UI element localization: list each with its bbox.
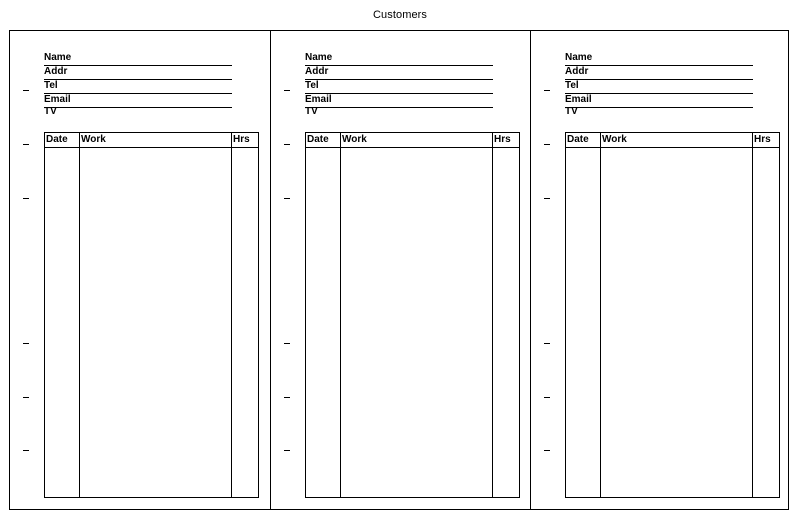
date-column-header: Date: [307, 134, 329, 145]
punch-hole-mark: [284, 90, 290, 91]
customer-card: [270, 31, 531, 509]
address-field: Addr: [565, 66, 753, 80]
punch-hole-mark: [23, 397, 29, 398]
telephone-field: Tel: [305, 80, 493, 94]
punch-hole-mark: [544, 397, 550, 398]
work-log-header: [566, 133, 779, 148]
customer-card: [10, 31, 270, 509]
punch-hole-mark: [284, 198, 290, 199]
email-field: Email: [44, 94, 232, 108]
tv-field: TV: [305, 106, 318, 117]
punch-hole-mark: [284, 450, 290, 451]
column-divider: [340, 133, 341, 497]
email-field: Email: [305, 94, 493, 108]
tv-field: TV: [44, 106, 57, 117]
punch-hole-mark: [284, 343, 290, 344]
telephone-field: Tel: [565, 80, 753, 94]
address-field: Addr: [305, 66, 493, 80]
work-column-header: Work: [81, 134, 106, 145]
work-column-header: Work: [342, 134, 367, 145]
work-log-table: [565, 132, 780, 498]
column-divider: [492, 133, 493, 497]
column-divider: [231, 133, 232, 497]
punch-hole-mark: [284, 144, 290, 145]
address-field: Addr: [44, 66, 232, 80]
punch-hole-mark: [23, 450, 29, 451]
name-field: Name: [44, 52, 232, 66]
punch-hole-mark: [544, 198, 550, 199]
punch-hole-mark: [23, 90, 29, 91]
hours-column-header: Hrs: [494, 134, 511, 145]
tv-field: TV: [565, 106, 578, 117]
work-log-header: [306, 133, 519, 148]
hours-column-header: Hrs: [233, 134, 250, 145]
customer-card: [530, 31, 791, 509]
date-column-header: Date: [567, 134, 589, 145]
column-divider: [79, 133, 80, 497]
column-divider: [600, 133, 601, 497]
telephone-field: Tel: [44, 80, 232, 94]
name-field: Name: [565, 52, 753, 66]
work-column-header: Work: [602, 134, 627, 145]
punch-hole-mark: [23, 198, 29, 199]
punch-hole-mark: [284, 397, 290, 398]
date-column-header: Date: [46, 134, 68, 145]
column-divider: [752, 133, 753, 497]
work-log-table: [44, 132, 259, 498]
name-field: Name: [305, 52, 493, 66]
punch-hole-mark: [23, 144, 29, 145]
hours-column-header: Hrs: [754, 134, 771, 145]
punch-hole-mark: [544, 343, 550, 344]
work-log-table: [305, 132, 520, 498]
punch-hole-mark: [544, 450, 550, 451]
customer-sheet: [9, 30, 789, 510]
work-log-header: [45, 133, 258, 148]
email-field: Email: [565, 94, 753, 108]
punch-hole-mark: [544, 144, 550, 145]
punch-hole-mark: [544, 90, 550, 91]
page-title: Customers: [372, 9, 428, 21]
punch-hole-mark: [23, 343, 29, 344]
